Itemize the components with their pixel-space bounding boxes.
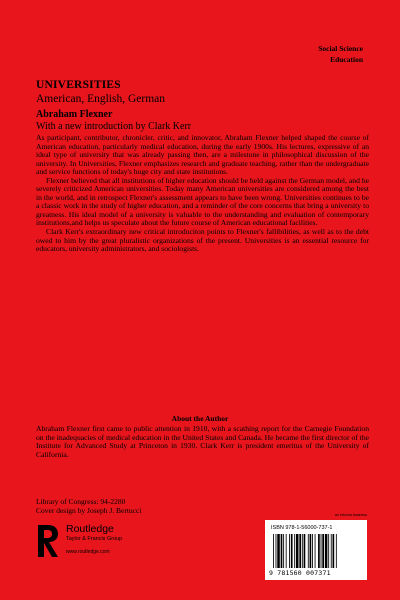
- barcode-bar: [336, 534, 337, 568]
- title-block: [36, 78, 366, 133]
- barcode-bar: [304, 534, 306, 568]
- isbn-label: ISBN 978-1-56000-737-1: [271, 525, 333, 531]
- description-paragraph-3: Clark Kerr's extraordinary new critical introduciton points to Flexner's fallibilities, as well as to the debt owed to him by the great pluralistic organizations of the present. Universities is an essential resource for educators, university administrators, and sociologists.: [36, 227, 369, 254]
- barcode-bar: [308, 534, 309, 568]
- barcode-bar: [281, 534, 283, 568]
- barcode-bar: [283, 534, 284, 568]
- barcode-bar: [322, 534, 324, 568]
- barcode-bar: [296, 534, 299, 568]
- category-line-1: Social Science: [318, 44, 363, 53]
- publisher-name: Routledge: [66, 523, 114, 535]
- barcode-bar: [289, 534, 290, 568]
- barcode-bar: [328, 534, 329, 568]
- category-line-2: Education: [330, 55, 363, 64]
- credits: [36, 497, 141, 515]
- barcode-panel: [265, 520, 367, 580]
- barcode-bar: [310, 534, 312, 568]
- barcode-bar: [294, 534, 295, 568]
- barcode-bar: [286, 534, 287, 568]
- barcode-bar: [276, 534, 277, 568]
- cover-design-credit: Cover design by Joseph J. Bertucci: [36, 506, 142, 515]
- routledge-r-icon: [36, 523, 62, 559]
- barcode-bar: [312, 534, 313, 568]
- category-label: [318, 43, 363, 65]
- description: [36, 134, 369, 254]
- barcode-bar: [299, 534, 301, 568]
- barcode-bar: [291, 534, 293, 568]
- book-author: Abraham Flexner: [36, 109, 113, 120]
- barcode-bar: [315, 534, 316, 568]
- introduction-credit: With a new introduction by Clark Kerr: [36, 121, 192, 132]
- book-subtitle: American, English, German: [36, 93, 166, 105]
- description-paragraph-1: As participant, contributor, chronicler, critic, and innovator, Abraham Flexner helped shaped the course of American education, particularly medical education, during the early 1900s. His lectures, expressive of an ideal type of university that was already passing then, are a milestone in philosophical discussion of the university. In Universities, Flexner emphasizes research and graduate teaching, rather than the undergraduate and service functions of today's huge city and state institutions.: [36, 133, 369, 177]
- about-author: [36, 425, 369, 459]
- description-paragraph-2: Flexner believed that all institutions of higher education should be held against the German model, and he severely criticized American universities. Today many American universities are considered among the best in the world, and in retrospect Flexner's assessment appears to have been wrong. Universities continues to be a classic work in the study of higher education, and a reminder of the core concerns that bring a university to greatness. His ideal model of a university is valuable to the understanding and evaluation of contemporary institutions,and helps us speculate about the future course of American educational facilities.: [36, 175, 369, 228]
- library-of-congress: Library of Congress: 94-2280: [36, 497, 126, 506]
- publisher-group: Taylor & Francis Group: [66, 536, 123, 542]
- about-author-heading: About the Author: [171, 414, 229, 423]
- barcode-bar: [321, 534, 322, 568]
- barcode-bar: [277, 534, 280, 568]
- barcode-bar: [302, 534, 303, 568]
- publisher-website: www.routledge.com: [66, 549, 110, 555]
- informa-label: an informa business: [334, 513, 367, 517]
- barcode-bar: [325, 534, 328, 568]
- barcode-number: 9 781560 007371: [269, 569, 331, 577]
- barcode-bar: [273, 534, 274, 568]
- barcode-bar: [331, 534, 332, 568]
- barcode-bar: [333, 534, 335, 568]
- book-title: UNIVERSITIES: [36, 79, 121, 91]
- about-author-text: Abraham Flexner first came to public attention in 1910, with a scathing report for the Carnegie Foundation on the inadequacies of medical education in the United States and Canada. He became the first director of the Institute for Advanced Study at Princeton in 1930. Clark Kerr is president emeritus of the University of California.: [36, 424, 369, 459]
- barcode-bars: [273, 534, 359, 568]
- barcode-bar: [318, 534, 320, 568]
